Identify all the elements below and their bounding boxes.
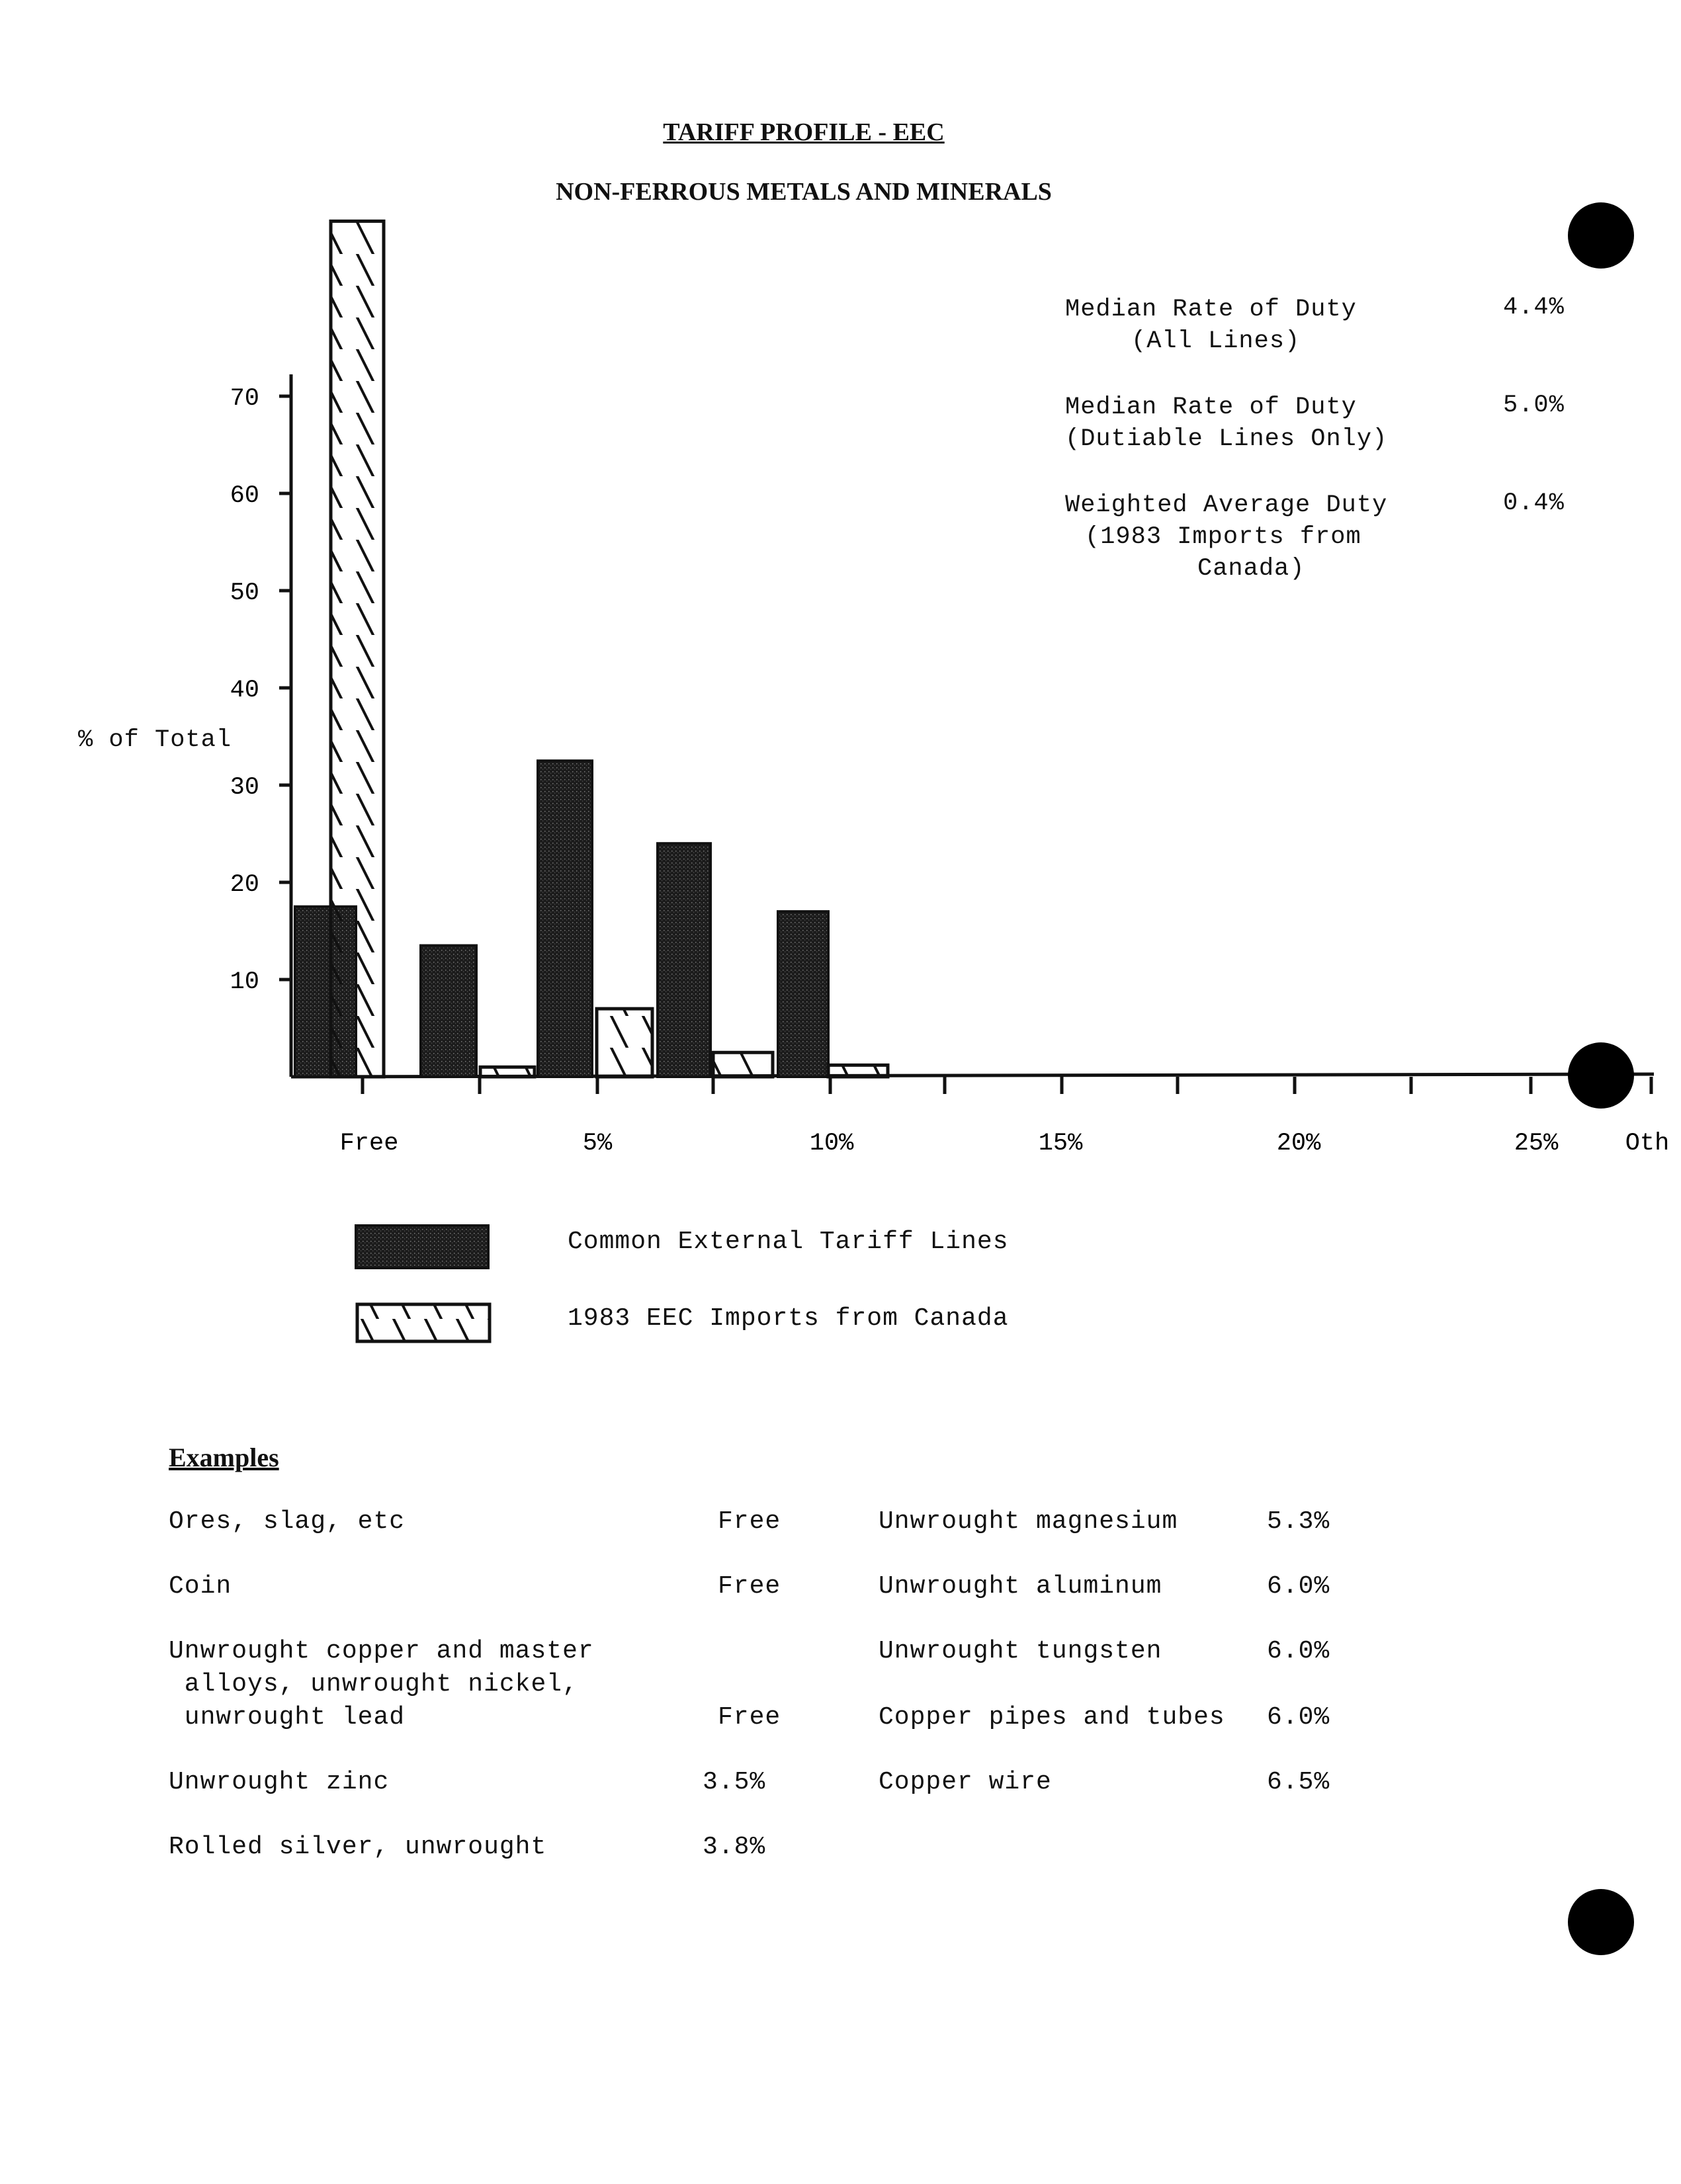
punch-hole-bottom bbox=[1568, 1889, 1634, 1955]
bar-imports-0 bbox=[331, 221, 384, 1077]
examples-heading: Examples bbox=[169, 1443, 279, 1472]
example-right-4: Copper pipes and tubes bbox=[879, 1703, 1225, 1732]
stat-median-all-value: 4.4% bbox=[1503, 294, 1565, 321]
example-left-4-rate: 3.5% bbox=[703, 1768, 766, 1796]
example-left-5: Rolled silver, unwrought bbox=[169, 1833, 547, 1861]
bar-imports-2 bbox=[597, 1009, 652, 1077]
y-tick-label-50: 50 bbox=[230, 579, 259, 607]
example-left-5-rate: 3.8% bbox=[703, 1833, 766, 1861]
bar-imports-3 bbox=[713, 1052, 773, 1077]
punch-hole-top bbox=[1568, 202, 1634, 269]
bar-cet-4 bbox=[778, 911, 828, 1077]
example-right-3: Unwrought tungsten bbox=[879, 1637, 1162, 1665]
legend-swatch-hatch bbox=[357, 1304, 490, 1341]
y-tick-label-70: 70 bbox=[230, 385, 259, 413]
stat-median-all-label: Median Rate of Duty (All Lines) bbox=[1065, 296, 1357, 355]
stat-median-dutiable-value: 5.0% bbox=[1503, 392, 1565, 419]
x-tick-label-3: 15% bbox=[1038, 1130, 1083, 1157]
example-right-4-rate: 6.0% bbox=[1267, 1703, 1330, 1732]
example-left-2-rate: Free bbox=[718, 1572, 781, 1601]
y-tick-label-40: 40 bbox=[230, 677, 259, 704]
page-title: TARIFF PROFILE - EEC bbox=[663, 118, 945, 146]
x-tick-label-5: 25% bbox=[1514, 1130, 1559, 1157]
stat-median-dutiable-label: Median Rate of Duty (Dutiable Lines Only) bbox=[1065, 394, 1388, 453]
example-right-1: Unwrought magnesium bbox=[879, 1507, 1178, 1536]
example-right-2: Unwrought aluminum bbox=[879, 1572, 1162, 1601]
example-right-1-rate: 5.3% bbox=[1267, 1507, 1330, 1536]
bar-imports-4 bbox=[828, 1065, 888, 1077]
y-tick-label-20: 20 bbox=[230, 871, 259, 899]
punch-hole-middle bbox=[1568, 1042, 1634, 1109]
x-tick-label-1: 5% bbox=[582, 1130, 613, 1157]
example-left-3-rate: Free bbox=[718, 1703, 781, 1732]
example-left-2: Coin bbox=[169, 1572, 232, 1601]
legend-swatches bbox=[354, 1224, 493, 1356]
example-right-2-rate: 6.0% bbox=[1267, 1572, 1330, 1601]
legend-swatch-stipple bbox=[356, 1226, 488, 1268]
example-left-1: Ores, slag, etc bbox=[169, 1507, 406, 1536]
example-left-1-rate: Free bbox=[718, 1507, 781, 1536]
bar-imports-1 bbox=[480, 1067, 535, 1077]
y-axis-label: % of Total bbox=[78, 726, 232, 754]
bar-cet-2 bbox=[538, 761, 592, 1077]
stat-weighted-value: 0.4% bbox=[1503, 489, 1565, 517]
example-left-4: Unwrought zinc bbox=[169, 1768, 390, 1796]
bar-cet-3 bbox=[658, 843, 711, 1077]
example-right-3-rate: 6.0% bbox=[1267, 1637, 1330, 1665]
y-tick-label-10: 10 bbox=[230, 968, 259, 996]
stat-weighted-label: Weighted Average Duty (1983 Imports from Canada) bbox=[1065, 491, 1388, 583]
page-subtitle: NON-FERROUS METALS AND MINERALS bbox=[556, 178, 1052, 206]
y-tick-label-60: 60 bbox=[230, 482, 259, 510]
legend-label-cet: Common External Tariff Lines bbox=[568, 1228, 1009, 1256]
example-right-5: Copper wire bbox=[879, 1768, 1052, 1796]
example-left-3: Unwrought copper and master alloys, unwrought nickel, unwrought lead bbox=[169, 1637, 594, 1732]
y-tick-label-30: 30 bbox=[230, 774, 259, 802]
x-tick-label-2: 10% bbox=[809, 1130, 854, 1157]
x-tick-label-0: Free bbox=[339, 1130, 399, 1157]
legend-label-imports: 1983 EEC Imports from Canada bbox=[568, 1304, 1009, 1333]
example-right-5-rate: 6.5% bbox=[1267, 1768, 1330, 1796]
x-tick-label-4: 20% bbox=[1276, 1130, 1321, 1157]
x-tick-label-6: Oth bbox=[1625, 1130, 1670, 1157]
bar-cet-1 bbox=[421, 946, 476, 1077]
